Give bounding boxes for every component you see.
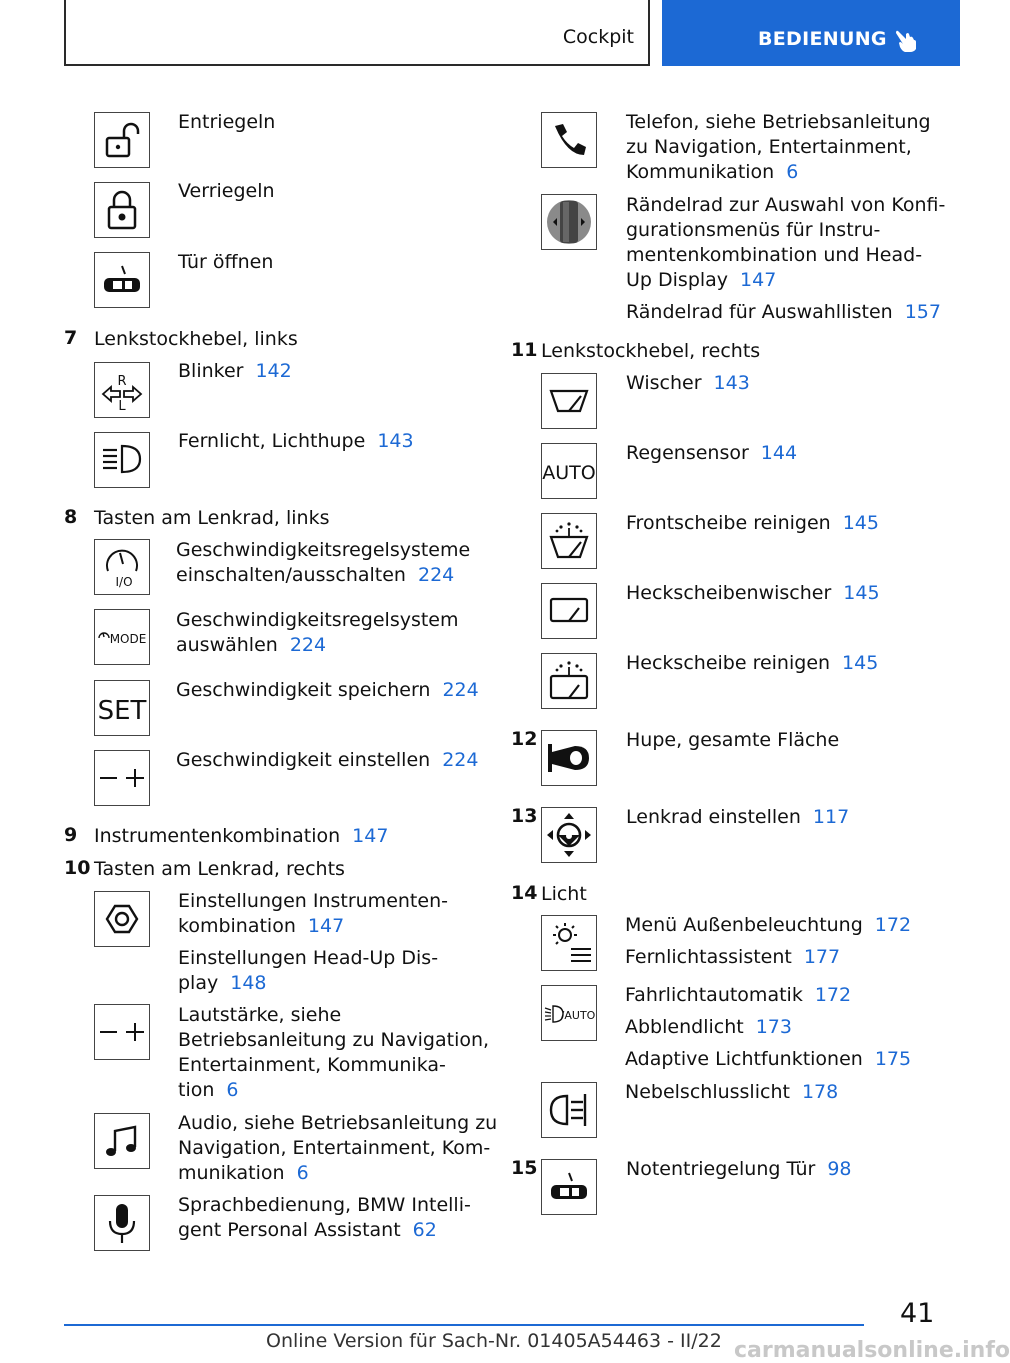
- rear-fog-light-label: Nebelschlusslicht 178: [625, 1081, 839, 1103]
- volume-plus-minus-icon: [94, 1004, 150, 1060]
- hand-pointer-icon: [894, 27, 920, 57]
- auto-light-icon: [541, 985, 597, 1041]
- section-title-8: Tasten am Lenkrad, links: [94, 507, 330, 529]
- svg-text:L: L: [118, 399, 126, 414]
- svg-text:/AUTO: /AUTO: [560, 1009, 596, 1022]
- windshield-washer-icon: [541, 513, 597, 569]
- rear-washer-label: Heckscheibe reinigen 145: [626, 652, 879, 674]
- section-title: BEDIENUNG: [758, 28, 887, 50]
- horn-label: Hupe, gesamte Fläche: [626, 729, 840, 751]
- volume-label: Lautstärke, siehe Betriebsanleitung zu Navigation, Entertainment, Kommunika- tion 6: [178, 1004, 490, 1101]
- auto-icon: [541, 443, 597, 499]
- door-open-label: Tür öffnen: [178, 251, 274, 273]
- phone-label: Telefon, siehe Betriebsanleitung zu Navigation, Entertainment, Kommunikation 6: [626, 111, 931, 183]
- wiper-label: Wischer 143: [626, 372, 750, 394]
- section-title-9: Instrumentenkombination 147: [94, 825, 389, 847]
- unlock-icon: [94, 112, 150, 168]
- lock-icon: [94, 182, 150, 238]
- emergency-door-release-icon: [541, 1159, 597, 1215]
- section-number-12: 12: [511, 728, 538, 750]
- section-number-11: 11: [511, 339, 538, 361]
- door-open-icon: [94, 252, 150, 308]
- svg-text:R: R: [117, 374, 127, 389]
- audio-label: Audio, siehe Betriebsanleitung zu Navigation, Entertainment, Kom- munikation 6: [178, 1112, 498, 1184]
- unlock-label: Entriegeln: [178, 111, 276, 133]
- low-beam-label: Abblendlicht 173: [625, 1016, 792, 1038]
- page-number: 41: [900, 1298, 935, 1329]
- settings-hud-label: Einstellungen Head-Up Dis- play 148: [178, 947, 439, 994]
- rain-sensor-label: Regensensor 144: [626, 442, 798, 464]
- phone-icon: [541, 112, 597, 168]
- header-chapter-box: [64, 0, 650, 66]
- horn-icon: [541, 730, 597, 786]
- thumbwheel-icon: [541, 194, 597, 250]
- section-number-8: 8: [64, 506, 78, 528]
- chapter-title: Cockpit: [562, 26, 634, 48]
- voice-control-label: Sprachbedienung, BMW Intelli- gent Personal Assistant 62: [178, 1194, 471, 1241]
- plus-minus-icon: [94, 750, 150, 806]
- exterior-light-menu-label: Menü Außenbeleuchtung 172: [625, 914, 912, 936]
- svg-text:MODE: MODE: [109, 632, 147, 646]
- section-number-7: 7: [64, 327, 78, 349]
- section-title-7: Lenkstockhebel, links: [94, 328, 298, 350]
- section-number-14: 14: [511, 882, 538, 904]
- rear-wiper-icon: [541, 583, 597, 639]
- section-number-10: 10: [64, 857, 91, 879]
- auto-headlight-label: Fahrlichtautomatik 172: [625, 984, 852, 1006]
- cruise-mode-label: Geschwindigkeitsregelsystem auswählen 224: [176, 609, 459, 656]
- svg-text:SET: SET: [97, 696, 147, 726]
- section-number-9: 9: [64, 824, 78, 846]
- thumbwheel-label: Rändelrad zur Auswahl von Konfi- gurationsmenüs für Instru- mentenkombination und Head- Up Display 147: [626, 194, 946, 291]
- footer-online-version: Online Version für Sach-Nr. 01405A54463 - II/22: [266, 1330, 722, 1352]
- high-beam-label: Fernlicht, Lichthupe 143: [178, 430, 414, 452]
- svg-text:I/O: I/O: [115, 575, 133, 589]
- adaptive-light-label: Adaptive Lichtfunktionen 175: [625, 1048, 912, 1070]
- microphone-icon: [94, 1195, 150, 1251]
- exterior-light-menu-icon: [541, 915, 597, 971]
- auto-icon-text: AUTO: [542, 462, 596, 484]
- rear-wiper-label: Heckscheibenwischer 145: [626, 582, 880, 604]
- cruise-mode-icon: [94, 609, 150, 665]
- lock-label: Verriegeln: [178, 180, 275, 202]
- emergency-door-release-label: Notentriegelung Tür 98: [626, 1158, 852, 1180]
- turn-signal-label: Blinker 142: [178, 360, 292, 382]
- steering-adjust-icon: [541, 807, 597, 863]
- header-section-box: [662, 0, 960, 66]
- plus-minus-label: Geschwindigkeit einstellen 224: [176, 749, 479, 771]
- watermark: carmanualsonline.info: [734, 1338, 1010, 1363]
- section-title-14: Licht: [541, 883, 587, 905]
- section-title-10: Tasten am Lenkrad, rechts: [94, 858, 345, 880]
- set-icon: [94, 680, 150, 736]
- cruise-on-off-icon: [94, 539, 150, 595]
- thumbwheel-lists-label: Rändelrad für Auswahllisten 157: [626, 301, 941, 323]
- cruise-on-off-label: Geschwindigkeitsregelsysteme einschalten/ausschalten 224: [176, 539, 471, 586]
- wiper-icon: [541, 373, 597, 429]
- footer-divider: [64, 1324, 864, 1326]
- high-beam-assistant-label: Fernlichtassistent 177: [625, 946, 841, 968]
- rear-fog-light-icon: [541, 1082, 597, 1138]
- high-beam-icon: [94, 432, 150, 488]
- set-label: Geschwindigkeit speichern 224: [176, 679, 479, 701]
- gear-icon: [94, 891, 150, 947]
- rear-washer-icon: [541, 653, 597, 709]
- settings-cluster-label: Einstellungen Instrumenten- kombination 147: [178, 890, 448, 937]
- section-number-15: 15: [511, 1157, 538, 1179]
- section-number-13: 13: [511, 805, 538, 827]
- music-note-icon: [94, 1113, 150, 1169]
- steering-adjust-label: Lenkrad einstellen 117: [626, 806, 850, 828]
- windshield-washer-label: Frontscheibe reinigen 145: [626, 512, 879, 534]
- turn-signal-icon: [94, 362, 150, 418]
- section-title-11: Lenkstockhebel, rechts: [541, 340, 761, 362]
